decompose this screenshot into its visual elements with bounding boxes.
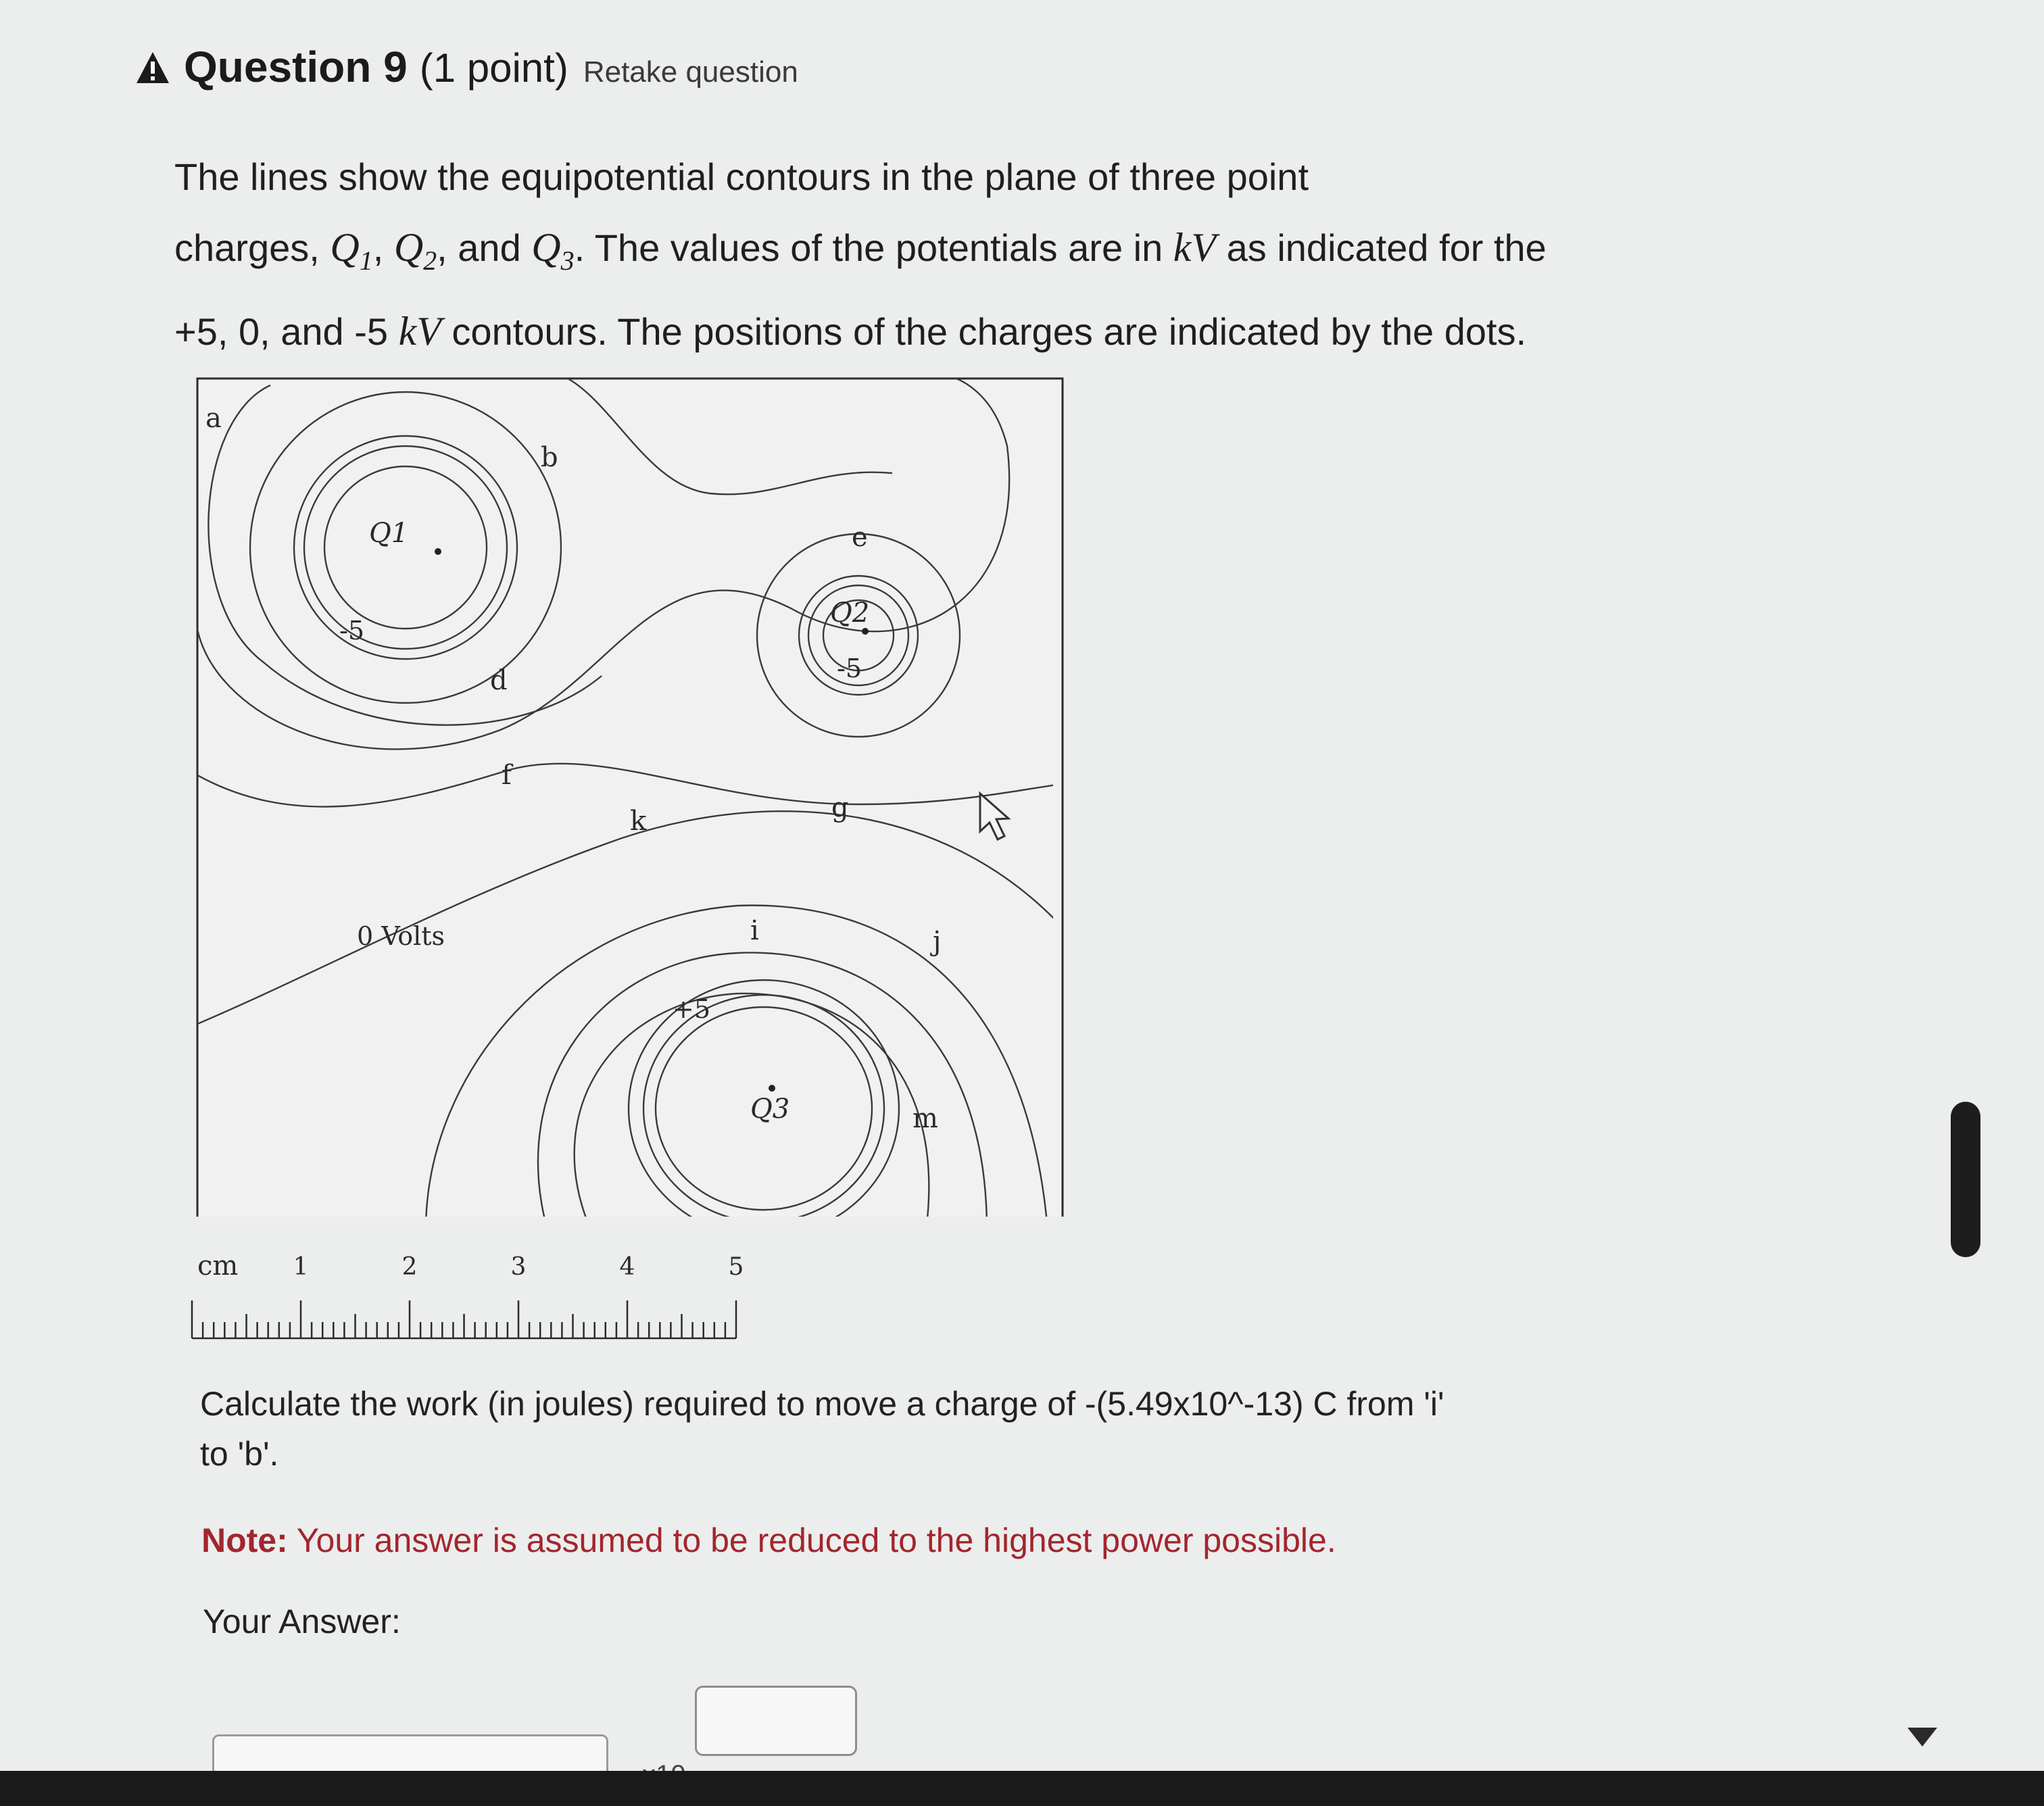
contour-map bbox=[182, 365, 1075, 1217]
ruler-tick-2: 2 bbox=[402, 1253, 418, 1281]
ruler-unit: cm bbox=[197, 1250, 239, 1282]
point-label-i: i bbox=[750, 915, 759, 946]
prompt-text: , bbox=[372, 226, 394, 269]
point-label-e: e bbox=[852, 522, 868, 553]
ruler-tick-5: 5 bbox=[728, 1253, 744, 1281]
task-line-1: Calculate the work (in joules) required to move a charge of -(5.49x10^-13) C from 'i' bbox=[200, 1385, 1444, 1423]
answer-exponent-input[interactable] bbox=[695, 1686, 857, 1756]
note-body: Your answer is assumed to be reduced to the highest power possible. bbox=[287, 1521, 1336, 1559]
prompt-line-2 bbox=[174, 212, 1621, 296]
unit-kv: kV bbox=[398, 309, 441, 353]
ruler-tick-4: 4 bbox=[619, 1253, 635, 1281]
ruler-scale bbox=[192, 1300, 736, 1338]
charge-symbol-q1: $Q_1$ bbox=[330, 225, 373, 276]
task-line-2: to 'b'. bbox=[200, 1435, 279, 1473]
point-label-j: j bbox=[933, 926, 942, 957]
prompt-text: . The values of the potentials are in bbox=[574, 226, 1173, 269]
screen-bottom-bezel bbox=[0, 1771, 2044, 1806]
prompt-line-3 bbox=[174, 296, 1621, 367]
question-prompt bbox=[174, 142, 1621, 367]
ruler-tick-1: 1 bbox=[293, 1253, 309, 1281]
scrollbar-thumb[interactable] bbox=[1951, 1102, 1980, 1257]
point-label-b: b bbox=[541, 442, 558, 473]
scroll-down-arrow-icon[interactable] bbox=[1907, 1728, 1937, 1747]
charge-symbol-q3: $Q_3$ bbox=[531, 225, 575, 276]
charge-dot-q3 bbox=[769, 1085, 775, 1092]
unit-kv: kV bbox=[1173, 225, 1217, 270]
point-label-a: a bbox=[205, 403, 222, 434]
warning-icon bbox=[135, 51, 170, 86]
point-label-m: m bbox=[912, 1103, 938, 1134]
contour-label-q1: -5 bbox=[339, 616, 365, 645]
charge-dot-q1 bbox=[435, 548, 441, 555]
ruler-tick-3: 3 bbox=[510, 1253, 527, 1281]
charge-label-q1: Q1 bbox=[369, 518, 409, 549]
question-header bbox=[135, 42, 798, 92]
prompt-text: as indicated for the bbox=[1216, 226, 1547, 269]
note-text bbox=[201, 1521, 1336, 1560]
answer-label: Your Answer: bbox=[203, 1603, 401, 1640]
question-title: Question 9 bbox=[184, 43, 408, 91]
task-text bbox=[200, 1379, 1620, 1479]
question-points: (1 point) bbox=[419, 45, 568, 91]
contour-label-q3: +5 bbox=[673, 994, 711, 1024]
contour-label-zero: 0 Volts bbox=[357, 921, 445, 951]
charge-symbol-q2: $Q_2$ bbox=[393, 225, 437, 276]
charge-dot-q2 bbox=[862, 628, 869, 635]
prompt-text: , and bbox=[437, 226, 532, 269]
point-label-f: f bbox=[502, 760, 512, 791]
point-label-k: k bbox=[630, 806, 647, 837]
note-label: Note: bbox=[201, 1521, 288, 1559]
point-label-g: g bbox=[831, 792, 849, 823]
prompt-text: charges, bbox=[174, 226, 331, 269]
retake-question-link[interactable]: Retake question bbox=[583, 55, 798, 89]
contour-label-q2: -5 bbox=[837, 654, 862, 683]
charge-label-q2: Q2 bbox=[830, 597, 870, 629]
prompt-text: contours. The positions of the charges are indicated by the dots. bbox=[441, 310, 1527, 353]
charge-label-q3: Q3 bbox=[750, 1094, 790, 1125]
cm-ruler bbox=[189, 1244, 757, 1345]
point-label-d: d bbox=[490, 665, 508, 696]
equipotential-figure bbox=[182, 365, 1075, 1217]
prompt-text: +5, 0, and -5 bbox=[174, 310, 399, 353]
prompt-line-1: The lines show the equipotential contours in the plane of three point bbox=[174, 155, 1309, 198]
